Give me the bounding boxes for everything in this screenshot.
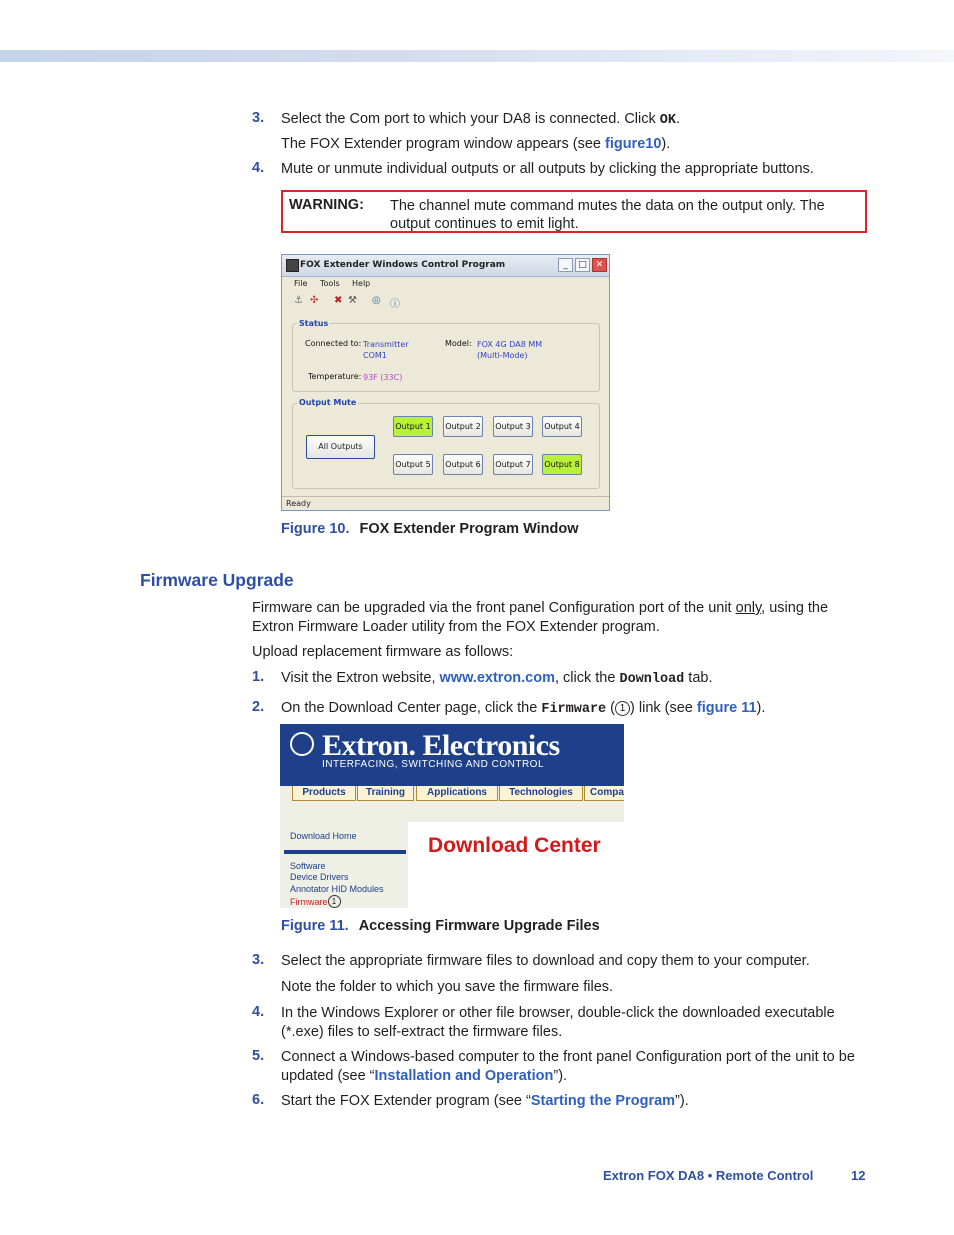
model-value-1: FOX 4G DA8 MM [477,340,543,349]
footer-title: Extron FOX DA8 • Remote Control [603,1168,814,1183]
section-heading: Firmware Upgrade [140,570,294,590]
callout-1: 1 [615,701,630,716]
step-text: Connect a Windows-based computer to the front panel Configuration port of the unit to be updated (see “Installation and Operation”). [281,1049,855,1084]
step-number: 6. [252,1092,265,1108]
output-mute-label: Output Mute [299,398,357,407]
output-1-button[interactable]: Output 1 [393,416,433,437]
step-subtext: Note the folder to which you save the firmware files. [281,979,614,995]
output-4-button[interactable]: Output 4 [542,416,582,437]
warning-text: The channel mute command mutes the data on the output only. The output continues to emit light. [390,198,825,232]
sidebar-divider [284,850,406,854]
status-group [292,323,600,392]
step-text: Mute or unmute individual outputs or all outputs by clicking the appropriate buttons. [281,161,814,177]
warning-box [281,190,867,233]
step-number: 5. [252,1048,265,1064]
tools-icon[interactable]: ✖ [334,295,343,306]
link-firmware[interactable]: Firmware 1 [290,895,341,908]
warning-label: WARNING: [289,197,364,213]
window-title: FOX Extender Windows Control Program [300,260,506,270]
step-text: In the Windows Explorer or other file browser, double-click the downloaded executable (*.exe) files to self-extract the firmware files. [281,1005,835,1040]
menu-file[interactable]: File [294,279,308,288]
disconnect-icon[interactable]: ⚓ [294,295,303,306]
download-center-heading: Download Center [428,834,601,857]
connected-value-2: COM1 [363,351,387,360]
site-tagline: INTERFACING, SWITCHING AND CONTROL [322,759,545,770]
output-8-button[interactable]: Output 8 [542,454,582,475]
menu-tools[interactable]: Tools [320,279,340,288]
connect-icon[interactable]: ✣ [310,295,319,306]
connected-value-1: Transmitter [363,340,409,349]
output-2-button[interactable]: Output 2 [443,416,483,437]
app-icon [286,259,299,272]
page-number: 12 [851,1168,866,1183]
figure11-caption: Figure 11. Accessing Firmware Upgrade Files [281,918,600,934]
step-number: 1. [252,669,265,685]
step-number: 4. [252,160,265,176]
link-annotator-hid[interactable]: Annotator HID Modules [290,884,384,894]
maximize-icon[interactable]: □ [575,258,590,272]
link-software[interactable]: Software [290,861,326,871]
tab-training[interactable]: Training [357,786,414,801]
temperature-value: 93F (33C) [363,373,403,382]
site-logo: Extron. Electronics [322,729,560,762]
step-text: Visit the Extron website, www.extron.com, click the Download tab. [281,670,713,687]
minimize-icon[interactable]: _ [558,258,573,272]
step-number: 4. [252,1004,265,1020]
section-para-1: Firmware can be upgraded via the front panel Configuration port of the unit only, using the Extron Firmware Loader utility from the FOX Extender program. [252,600,829,635]
settings-icon[interactable]: ⚒ [348,295,357,306]
window-titlebar [282,255,609,277]
temperature-label: Temperature: [308,372,362,381]
step-subtext: The FOX Extender program window appears (see figure10). [281,136,671,152]
figure10-caption: Figure 10. FOX Extender Program Window [281,521,579,537]
step-text: Select the Com port to which your DA8 is connected. Click OK. [281,111,681,128]
menu-help[interactable]: Help [352,279,371,288]
site-header [280,724,624,786]
starting-program-link[interactable]: Starting the Program [530,1093,676,1109]
status-bar: Ready [282,496,609,510]
ok-code: OK [659,113,676,128]
header-band [0,50,954,62]
output-6-button[interactable]: Output 6 [443,454,483,475]
output-5-button[interactable]: Output 5 [393,454,433,475]
toolbar [286,293,606,311]
model-value-2: (Multi-Mode) [477,351,528,360]
extron-website-link[interactable]: www.extron.com [439,670,555,686]
step-text: Select the appropriate firmware files to download and copy them to your computer. [281,953,810,969]
step-number: 3. [252,952,265,968]
status-group-label: Status [299,319,329,328]
help-icon[interactable]: ⓘ [390,299,400,310]
connected-label: Connected to: [305,339,362,348]
figure11-link[interactable]: figure 11 [696,700,757,716]
tab-company[interactable]: Compa [584,786,624,801]
output-7-button[interactable]: Output 7 [493,454,533,475]
section-para-2: Upload replacement firmware as follows: [252,644,514,660]
extron-download-screenshot [280,724,624,908]
model-label: Model: [445,339,472,348]
link-download-home[interactable]: Download Home [290,831,357,841]
link-device-drivers[interactable]: Device Drivers [290,872,349,882]
step-text: Start the FOX Extender program (see “Starting the Program”). [281,1093,689,1109]
firmware-code: Firmware [541,702,607,717]
tab-applications[interactable]: Applications [416,786,498,801]
download-code: Download [619,672,685,687]
figure10-link[interactable]: figure10 [604,136,662,152]
tab-technologies[interactable]: Technologies [499,786,583,801]
installation-link[interactable]: Installation and Operation [374,1068,554,1084]
extron-logo-icon [290,732,314,756]
output-3-button[interactable]: Output 3 [493,416,533,437]
callout-1: 1 [328,895,341,908]
refresh-icon[interactable]: ◎ [372,295,381,306]
all-outputs-button[interactable]: All Outputs [306,435,375,459]
step-text: On the Download Center page, click the Firmware ( 1 ) link (see figure 11). [281,700,766,717]
step-number: 2. [252,699,265,715]
close-icon[interactable]: ✕ [592,258,607,272]
site-nav [280,786,624,822]
tab-products[interactable]: Products [292,786,356,801]
fox-extender-window [281,254,610,511]
step-number: 3. [252,110,265,126]
